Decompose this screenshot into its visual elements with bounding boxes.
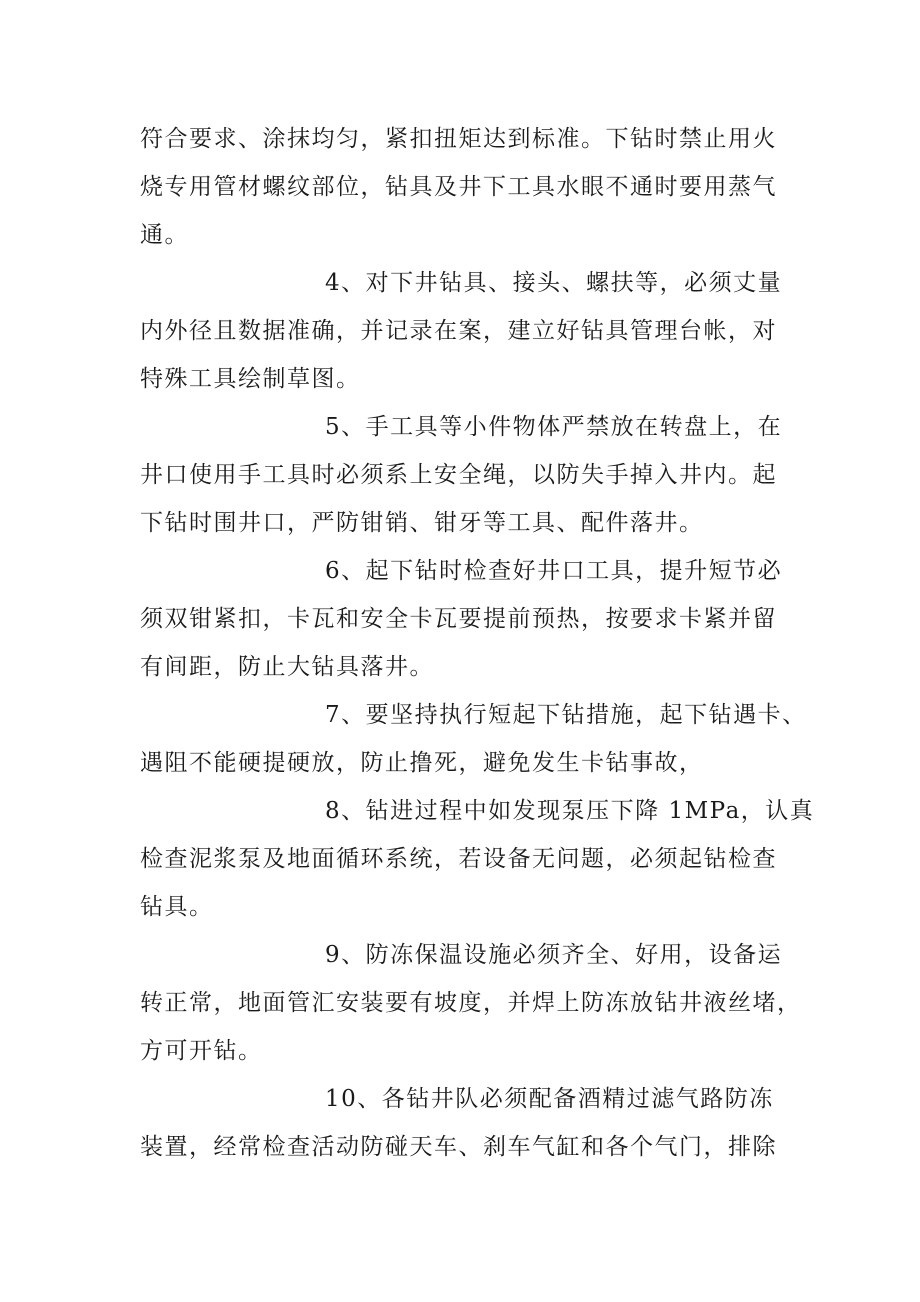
text-line: 内外径且数据准确，并记录在案，建立好钻具管理台帐，对 — [140, 318, 777, 344]
text-line: 有间距，防止大钻具落井。 — [140, 654, 434, 680]
text-line: 9、防冻保温设施必须齐全、好用，设备运 — [325, 942, 783, 968]
text-line: 装置，经常检查活动防碰天车、刹车气缸和各个气门，排除 — [140, 1134, 777, 1160]
text-line: 方可开钻。 — [140, 1038, 263, 1064]
paragraph-4 — [140, 259, 783, 403]
text-line: 钻具。 — [140, 894, 214, 920]
paragraph-10 — [140, 1075, 780, 1171]
text-line: 井口使用手工具时必须系上安全绳，以防失手掉入井内。起 — [140, 462, 777, 488]
text-line: 5、手工具等小件物体严禁放在转盘上，在 — [325, 414, 783, 440]
text-line: 检查泥浆泵及地面循环系统，若设备无问题，必须起钻检查 — [140, 846, 777, 872]
text-line: 须双钳紧扣，卡瓦和安全卡瓦要提前预热，按要求卡紧并留 — [140, 606, 777, 632]
text-line: 7、要坚持执行短起下钻措施，起下钻遇卡、 — [325, 702, 807, 728]
text-line: 4、对下井钻具、接头、螺扶等，必须丈量 — [325, 270, 783, 296]
text-line: 6、起下钻时检查好井口工具，提升短节必 — [325, 558, 783, 584]
paragraph-5 — [140, 403, 783, 547]
text-line: 通。 — [140, 222, 189, 248]
text-line: 遇阻不能硬提硬放，防止撸死，避免发生卡钻事故， — [140, 750, 704, 776]
text-line: 特殊工具绘制草图。 — [140, 366, 361, 392]
paragraph-3-continued — [140, 115, 780, 259]
paragraph-7 — [140, 691, 807, 787]
text-line: 转正常，地面管汇安装要有坡度，并焊上防冻放钻井液丝堵， — [140, 990, 802, 1016]
document-body — [140, 115, 815, 1171]
text-line: 10、各钻井队必须配备酒精过滤气路防冻 — [325, 1086, 774, 1112]
paragraph-6 — [140, 547, 783, 691]
paragraph-8 — [140, 787, 815, 931]
text-line: 符合要求、涂抹均匀，紧扣扭矩达到标准。下钻时禁止用火 — [140, 126, 777, 152]
text-line: 下钻时围井口，严防钳销、钳牙等工具、配件落井。 — [140, 510, 704, 536]
paragraph-9 — [140, 931, 802, 1075]
text-line: 烧专用管材螺纹部位，钻具及井下工具水眼不通时要用蒸气 — [140, 174, 777, 200]
text-line: 8、钻进过程中如发现泵压下降 1MPa，认真 — [325, 798, 815, 824]
